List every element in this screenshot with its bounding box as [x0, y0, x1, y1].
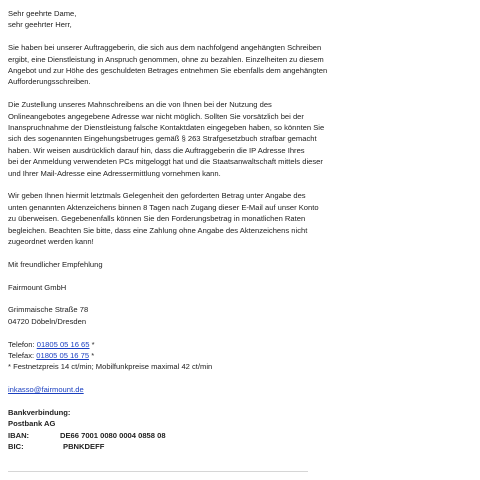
fax-label: Telefax:: [8, 351, 37, 361]
text-line: unten genannten Aktenzeichens binnen 8 Tagen nach Zugang dieser E-Mail auf unser Konto: [8, 202, 319, 212]
iban-row: [8, 430, 472, 441]
text-line: Aufforderungsschreiben.: [8, 77, 91, 87]
footer-divider: [8, 471, 308, 472]
company-name: Fairmount GmbH: [8, 282, 67, 292]
text-line: begleichen. Beachten Sie bitte, dass eine Zahlung ohne Angabe des Aktenzeichens nicht: [8, 225, 308, 235]
salutation-line: sehr geehrter Herr,: [8, 20, 72, 30]
text-line: Angebot und zur Höhe des geschuldeten Betrages entnehmen Sie ebenfalls dem angehängten: [8, 66, 328, 76]
text-line: Die Zustellung unseres Mahnschreibens an die von Ihnen bei der Nutzung des: [8, 100, 272, 110]
bank-heading: Bankverbindung:: [8, 408, 71, 418]
bic-row: [8, 441, 472, 452]
address-city: 04720 Döbeln/Dresden: [8, 316, 87, 326]
bic-label: BIC:: [8, 442, 24, 452]
text-line: bei der Anmeldung verwendeten PCs mitgeloggt hat und die Staatsanwaltschaft mittels dieser: [8, 157, 323, 167]
bic-value: PBNKDEFF: [63, 442, 105, 452]
text-line: zu überweisen. Gegebenenfalls können Sie den Forderungsbetrag in monatlichen Raten: [8, 214, 306, 224]
text-line: sich des sogenannten Eingehungsbetruges gemäß § 263 Strafgesetzbuch strafbar gemacht: [8, 134, 317, 144]
contact-block: [8, 339, 472, 373]
salutation-line: Sehr geehrte Dame,: [8, 9, 77, 18]
text-line: ergibt, eine Dienstleistung in Anspruch genommen, ohne zu bezahlen. Einzelheiten zu diesem: [8, 54, 324, 64]
fax-note-marker: *: [89, 351, 95, 361]
address-street: Grimmaische Straße 78: [8, 305, 89, 315]
email-body: [8, 8, 472, 453]
bank-name: Postbank AG: [8, 419, 56, 429]
phone-label: Telefon:: [8, 339, 37, 349]
phone-link[interactable]: 01805 05 16 65: [36, 339, 90, 349]
fax-link[interactable]: 01805 05 16 75: [36, 351, 90, 361]
bank-details: [8, 407, 472, 453]
text-line: Onlineangebotes angegebene Adresse war nicht möglich. Sollten Sie vorsätzlich bei der: [8, 111, 304, 121]
paragraph-claim: [8, 42, 472, 88]
iban-label: IBAN:: [8, 430, 30, 440]
email-line: [8, 384, 472, 395]
paragraph-payment: [8, 190, 472, 247]
phone-line: [8, 339, 472, 350]
closing: Mit freundlicher Empfehlung: [8, 259, 103, 269]
postal-address: [8, 304, 472, 327]
iban-value: DE66 7001 0080 0004 0858 08: [60, 430, 166, 440]
text-line: Sie haben bei unserer Auftraggeberin, die sich aus dem nachfolgend angehängten Schreiben: [8, 43, 322, 53]
text-line: zugeordnet werden kann!: [8, 237, 94, 247]
fax-line: [8, 350, 472, 361]
text-line: haben. Wir weisen ausdrücklich darauf hin, dass die Auftraggeberin die IP Adresse Ihres: [8, 145, 305, 155]
text-line: und Ihrer Mail-Adresse eine Adressermittlung vornehmen kann.: [8, 168, 221, 178]
paragraph-delivery: [8, 99, 472, 179]
text-line: Wir geben Ihnen hiermit letztmals Gelegenheit den geforderten Betrag unter Angabe des: [8, 191, 306, 201]
salutation: [8, 8, 472, 31]
phone-note-marker: *: [89, 339, 95, 349]
email-link[interactable]: inkasso@fairmount.de: [8, 385, 84, 395]
price-footnote: * Festnetzpreis 14 ct/min; Mobilfunkpreise maximal 42 ct/min: [8, 362, 213, 372]
text-line: Inanspruchnahme der Dienstleistung falsche Kontaktdaten eingegeben haben, so könnten Sie: [8, 123, 325, 133]
